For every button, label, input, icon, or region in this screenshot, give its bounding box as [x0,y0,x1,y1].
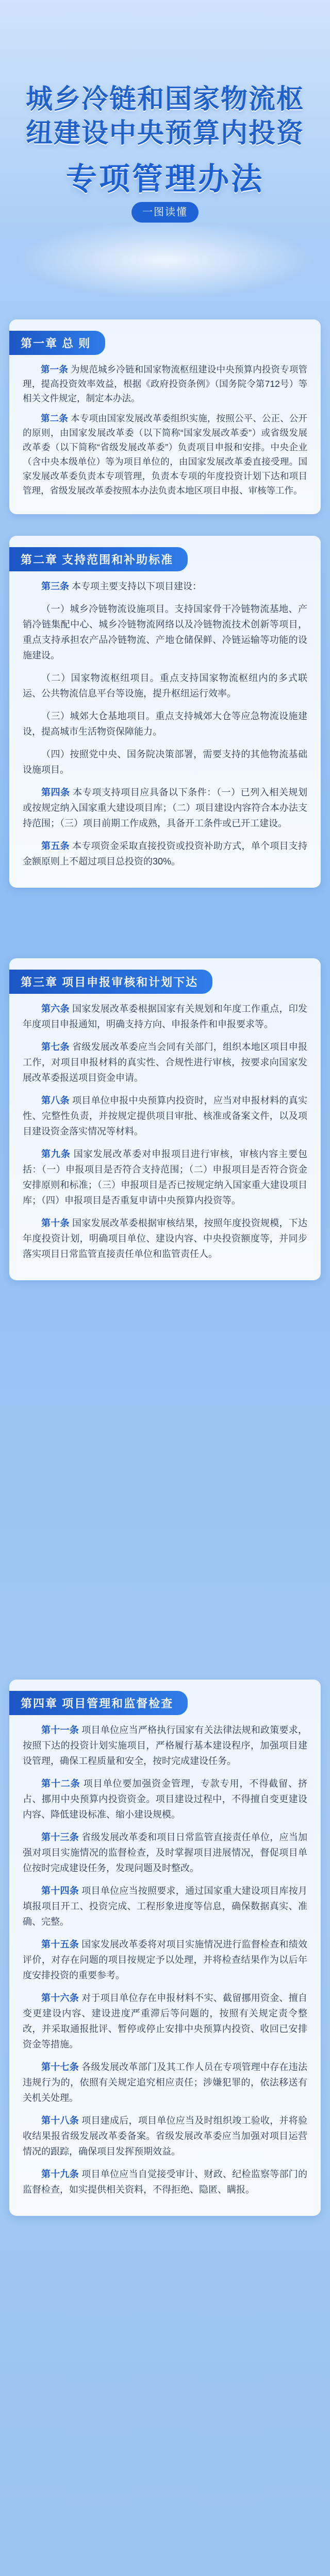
article-paragraph [23,785,307,831]
article-text: （四）按照党中央、国务院决策部署，需要支持的其他物流基础设施项目。 [23,749,307,775]
article-number: 第八条 [41,1095,70,1106]
article-paragraph [23,1722,307,1769]
article-text: 本专项支持项目应具备以下条件：（一）已列入相关规划或按规定纳入国家重大建设项目库；（二）项目建设内容符合本办法支持范围；（三）项目前期工作成熟，具备开工条件或已开工建设。 [23,787,308,828]
page-header [0,0,330,309]
reading-badge: 一图读懂 [131,202,199,223]
article-number: 第三条 [41,581,69,591]
article-number: 第五条 [41,841,70,851]
article-text: 省级发展改革委和项目日常监管直接责任单位，应当加强对项目实施情况的监督检查，及时掌握项目进展情况，督促项目单位按时完成建设任务，发现问题及时整改。 [23,1832,307,1873]
article-text: 国家发展改革委根据国家有关规划和年度工作重点，印发年度项目申报通知，明确支持方向、申报条件和申报要求等。 [23,1004,307,1029]
title-line-1: 城乡冷链和国家物流枢 [25,84,304,114]
article-paragraph [23,1776,307,1822]
article-text: 对于项目单位存在申报材料不实、截留挪用资金、擅自变更建设内容、建设进度严重滞后等问题的，按照有关规定责令整改，并采取通报批评、暂停或停止安排中央预算内投资、收回已安排资金等措施。 [23,1993,307,2049]
article-paragraph [23,411,307,498]
article-paragraph [23,1039,307,1086]
article-text: 本专项资金采取直接投资或投资补助方式，单个项目支持金额原则上不超过项目总投资的30%。 [23,841,307,867]
article-text: 各级发展改革部门及其工作人员在专项管理中存在违法违规行为的，依照有关规定追究相应责任；涉嫌犯罪的，依法移送有关机关处理。 [23,2062,307,2103]
section-body [9,579,321,888]
title-line-2: 纽建设中央预算内投资 [25,118,304,148]
article-number: 第六条 [41,1004,70,1014]
section-heading: 第三章 项目申报审核和计划下达 [9,970,212,994]
article-text: 项目单位应当自觉接受审计、财政、纪检监察等部门的监督检查，如实提供相关资料，不得拒绝、隐匿、瞒报。 [23,2169,307,2195]
article-number: 第十三条 [41,1832,79,1842]
article-paragraph [23,2166,307,2197]
article-paragraph [23,601,307,663]
article-number: 第十九条 [41,2169,79,2179]
article-text: 项目单位申报中央预算内投资时，应当对申报材料的真实性、完整性负责，并按规定提供项目审批、核准或备案文件，以及项目建设资金落实情况等材料。 [23,1095,307,1137]
section-4 [9,1680,321,2216]
article-number: 第十一条 [41,1725,79,1735]
header-decoration [15,222,315,299]
section-1 [9,319,321,514]
main-title: 专项管理办法 [66,162,264,196]
section-body [9,1001,321,1280]
article-paragraph [23,1990,307,2052]
article-paragraph [23,1146,307,1208]
article-number: 第十八条 [41,2115,79,2126]
article-paragraph [23,708,307,739]
section-3 [9,958,321,1280]
article-text: 省级发展改革委应当会同有关部门，组织本地区项目申报工作，对项目申报材料的真实性、合规性进行审核，按要求向国家发展改革委报送项目资金申请。 [23,1042,307,1083]
article-text: 国家发展改革委根据审核结果，按照年度投资规模，下达年度投资计划，明确项目单位、建设内容、中央投资额度等，并同步落实项目日常监管直接责任单位和监管责任人。 [23,1218,307,1259]
article-text: （二）国家物流枢纽项目。重点支持国家物流枢纽内的多式联运、公共物流信息平台等设施，提升枢纽运行效率。 [23,673,307,699]
section-heading: 第四章 项目管理和监督检查 [9,1691,188,1715]
article-text: 项目建成后，项目单位应当及时组织竣工验收，并将验收结果报省级发展改革委备案。省级发展改革委应当加强对项目运营情况的跟踪，确保项目发挥预期效益。 [23,2115,307,2157]
article-paragraph [23,1093,307,1139]
article-number: 第十七条 [41,2062,79,2072]
article-paragraph [23,1001,307,1032]
article-paragraph [23,1829,307,1876]
article-text: （三）城郊大仓基地项目。重点支持城郊大仓等应急物流设施建设，提高城市生活物资保障能力。 [23,711,307,737]
article-number: 第七条 [41,1042,70,1052]
article-number: 第十五条 [41,1939,79,1950]
article-paragraph [23,2059,307,2106]
section-2 [9,536,321,888]
section-heading: 第一章 总 则 [9,331,105,355]
article-paragraph [23,579,307,594]
article-number: 第一条 [41,364,68,375]
article-paragraph [23,670,307,701]
article-number: 第十六条 [41,1993,79,2003]
article-number: 第二条 [41,413,68,423]
article-text: 项目单位要加强资金管理，专款专用，不得截留、挤占、挪用中央预算内投资资金。项目建设过程中，不得擅自变更建设内容、降低建设标准、缩小建设规模。 [23,1778,308,1820]
article-text: 本专项主要支持以下项目建设： [69,581,202,591]
article-text: （一）城乡冷链物流设施项目。支持国家骨干冷链物流基地、产销冷链集配中心、城乡冷链物流网络以及冷链物流技术创新等项目，重点支持承担农产品冷链物流、产地仓储保鲜、冷链运输等功能的设施建设。 [23,604,307,660]
article-text: 为规范城乡冷链和国家物流枢纽建设中央预算内投资专项管理，提高投资效率效益，根据《政府投资条例》（国务院令第712号）等相关文件规定，制定本办法。 [23,364,307,403]
article-paragraph [23,1937,307,1983]
article-text: 国家发展改革委将对项目实施情况进行监督检查和绩效评价，对存在问题的项目按规定予以处理，并将检查结果作为以后年度安排投资的重要参考。 [23,1939,307,1980]
article-text: 项目单位应当按照要求，通过国家重大建设项目库按月填报项目开工、投资完成、工程形象进度等信息，确保数据真实、准确、完整。 [23,1886,307,1927]
section-body [9,1722,321,2216]
article-number: 第四条 [41,787,70,798]
article-paragraph [23,1215,307,1262]
article-paragraph [23,2113,307,2159]
article-text: 本专项由国家发展改革委组织实施，按照公平、公正、公开的原则，由国家发展改革委（以下简称“国家发展改革委”）或省级发展改革委（以下简称“省级发展改革委”）负责项目申报和安排。中央企业（含中央本级单位）等为项目单位的，由国家发展改革委直接受理。国家发展改革委负责本专项管理，负责本专项的年度投资计划下达和项目管理，省级发展改革委按照本办法负责本地区项目申报、审核等工作。 [23,413,307,496]
article-text: 国家发展改革委对申报项目进行审核，审核内容主要包括：（一）申报项目是否符合支持范围；（二）申报项目是否符合资金安排原则和标准；（三）申报项目是否已按规定纳入国家重大建设项目库；（四）申报项目是否重复申请中央预算内投资等。 [23,1149,308,1206]
article-paragraph [23,747,307,777]
article-paragraph [23,1883,307,1929]
article-number: 第十二条 [41,1778,80,1789]
article-text: 项目单位应当严格执行国家有关法律法规和政策要求，按照下达的投资计划实施项目，严格履行基本建设程序，加强项目建设管理，确保工程质量和安全，按时完成建设任务。 [23,1725,307,1766]
article-number: 第九条 [41,1149,71,1159]
article-number: 第十条 [41,1218,70,1228]
section-heading: 第二章 支持范围和补助标准 [9,547,188,571]
article-paragraph [23,838,307,869]
article-number: 第十四条 [41,1886,79,1896]
section-body [9,362,321,514]
article-paragraph [23,362,307,405]
